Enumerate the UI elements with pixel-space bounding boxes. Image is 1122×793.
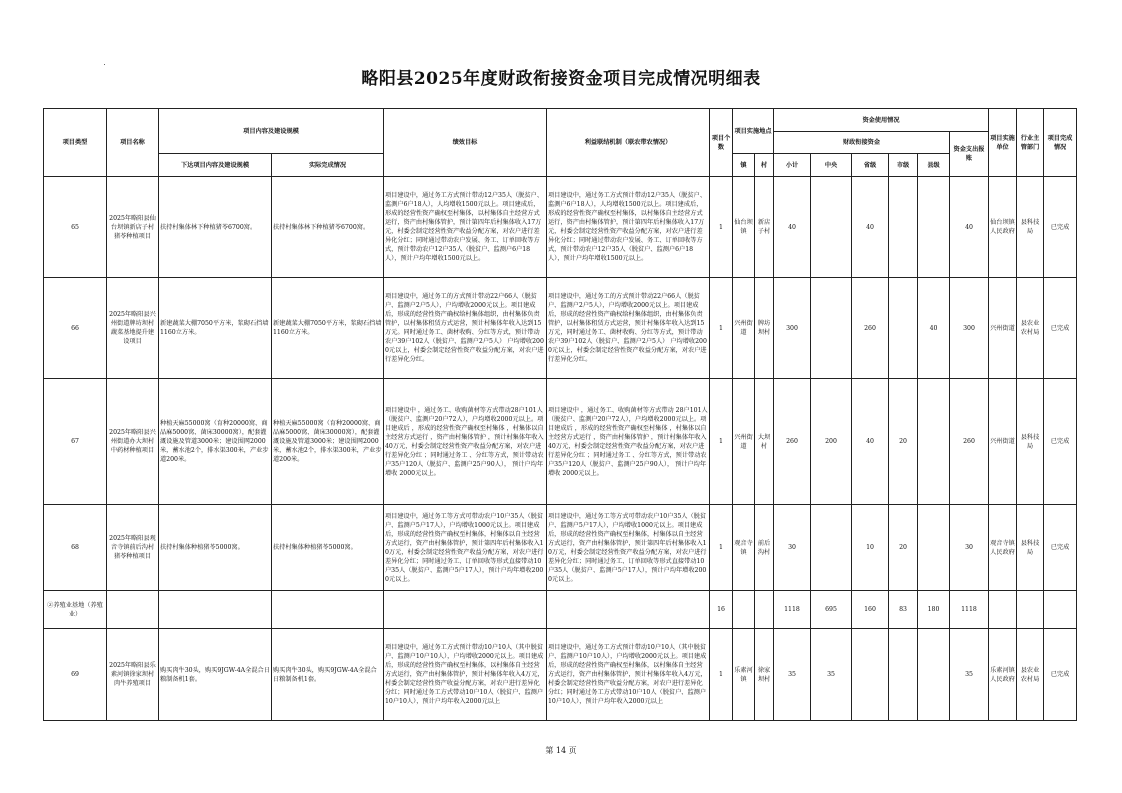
cell-town: 仙台坝镇 [733, 177, 755, 278]
cell-unit: 兴州街道 [989, 379, 1017, 505]
table-row [44, 177, 1077, 278]
cell-dept: 县科技局 [1017, 177, 1044, 278]
cell-reimbursed: 40 [950, 177, 989, 278]
cell-provincial [852, 629, 889, 721]
cell-subtotal: 300 [774, 278, 811, 379]
cell-type: 68 [44, 505, 107, 591]
cell-status: 已完成 [1044, 629, 1077, 721]
cell-reimbursed: 35 [950, 629, 989, 721]
cell-dept: 县科技局 [1017, 379, 1044, 505]
header-status: 项目完成情况 [1044, 109, 1077, 177]
project-table [43, 108, 1077, 721]
table-row [44, 629, 1077, 721]
cell-village: 牌坊坝村 [755, 278, 774, 379]
header-unit: 项目实施单位 [989, 109, 1017, 177]
cell-provincial: 10 [852, 505, 889, 591]
cell-type: 67 [44, 379, 107, 505]
cell-central: 200 [811, 379, 852, 505]
cell-city [889, 177, 918, 278]
cell-name: 2025年略阳县观音寺镇前后沟村猪苓种植项目 [107, 505, 159, 591]
cell-village: 前后沟村 [755, 505, 774, 591]
header-town: 镇 [733, 154, 755, 177]
header-type: 项目类型 [44, 109, 107, 177]
cell-town: 观音寺镇 [733, 505, 755, 591]
cell-status: 已完成 [1044, 177, 1077, 278]
page-number: 第 14 页 [545, 746, 577, 755]
cell-dept [1017, 591, 1044, 629]
cell-type: 69 [44, 629, 107, 721]
header-reimbursed: 资金支出报账 [950, 132, 989, 177]
cell-county [918, 505, 950, 591]
cell-central: 695 [811, 591, 852, 629]
cell-subtotal: 260 [774, 379, 811, 505]
cell-performance: 项目建设中，通过务工方式预计带动10户10人（其中脱贫户、监测户10户10人），户均增收2000元以上。项目建成后，形成的经营性资产确权至村集体，以村集体自主经营方式运行，资产由村集体管护，预计村集体年收入4万元，村委会制定经营性资产收益分配方案，对农户进行差异化分红；同时通过务工方式带动10户10人（脱贫户、监测户10户10人），预计户均年收入2000元以上 [384, 629, 547, 721]
cell-plan: 购买肉牛30头，购买9JGW-4A全混合日粮制备机1套。 [159, 629, 272, 721]
cell-performance: 项目建设中 ，通过务工、收购菌材等方式带动28户101人（脱贫户、监测户20户72人），户均增收2000元以上。项目建成后 ，形成的经营性资产确权至村集体 ，村集体以自主经营方式运行 ，资产由村集体管护 ，预计村集体年收入40万元，村委会制定经营性资产收益分配方案，对农户进行差异化分红 ；同时通过务工 、分红等方式，预计带动农户35户120人（脱贫户、监测户25户90人）， 预计户均年增收 2000元以上。 [384, 379, 547, 505]
header-village: 村 [755, 154, 774, 177]
cell-actual: 扶持村集体林下种植猪苓6700窝。 [272, 177, 384, 278]
cell-type: ②养殖业基地（养殖业） [44, 591, 107, 629]
cell-town: 兴州街道 [733, 278, 755, 379]
cell-performance [384, 591, 547, 629]
cell-subtotal: 1118 [774, 591, 811, 629]
cell-central [811, 177, 852, 278]
cell-benefit [547, 591, 710, 629]
cell-unit: 兴州街道 [989, 278, 1017, 379]
cell-plan: 种植天麻55000窝（育种20000窝、商品麻5000窝、菌床30000窝），配套灌溉设施及管道3000米；建设围网2000米，蓄水池2个，排水渠300米，产业步道200米。 [159, 379, 272, 505]
cell-village: 新店子村 [755, 177, 774, 278]
cell-city: 83 [889, 591, 918, 629]
cell-benefit: 项目建设中，通过务工等方式可带动农户10户35人（脱贫户、监测户5户17人），户均增收1000元以上。项目建成后，形成的经营性资产确权至村集体，村集体以自主经营方式运行，资产由村集体管护，预计第四年后村集体收入10万元，村委会制定经营性资产收益分配方案，对农户进行差异化分红；同时通过务工、订单回收等形式直接带动10户35人（脱贫户、监测户5户17人），预计户均年增收2000元以上。 [547, 505, 710, 591]
cell-city [889, 629, 918, 721]
cell-count: 1 [710, 177, 733, 278]
cell-benefit: 项目建设中，通过务工的方式预计带动22户66人（脱贫户、监测户2户5人），户均增收2000元以上。项目建成后，形成的经营性资产确权给村集体组织，由村集体负责管护，以村集体租赁方式运营，预计村集体年收入达到15万元，同时通过务工、菌材收购、分红等方式，预计带动农户39户102人（脱贫户、监测户2户5人） 户均增收2000元以上，村委会制定经营性资产收益分配方案，对农户进行差异化分红。 [547, 278, 710, 379]
cell-provincial: 40 [852, 177, 889, 278]
table-row [44, 591, 1077, 629]
cell-actual: 种植天麻55000窝（育种20000窝、商品麻5000窝、菌床30000窝），配套灌溉设施及管道3000米；建设围网2000米，蓄水池2个，排水渠300米，产业步道200米。 [272, 379, 384, 505]
cell-performance: 项目建设中，通过务工等方式可带动农户10户35人（脱贫户、监测户5户17人），户均增收1000元以上。项目建成后，形成的经营性资产确权至村集体，村集体以自主经营方式运行，资产由村集体管护，预计第四年后村集体收入10万元，村委会制定经营性资产收益分配方案，对农户进行差异化分红；同时通过务工、订单回收等形式直接带动10户35人（脱贫户、监测户5户17人），预计户均年增收2000元以上。 [384, 505, 547, 591]
cell-count: 16 [710, 591, 733, 629]
cell-village [755, 591, 774, 629]
cell-plan [159, 591, 272, 629]
header-city: 市级 [889, 154, 918, 177]
cell-type: 65 [44, 177, 107, 278]
header-subtotal: 小计 [774, 154, 811, 177]
header-name: 项目名称 [107, 109, 159, 177]
cell-unit: 观音寺镇人民政府 [989, 505, 1017, 591]
cell-central: 35 [811, 629, 852, 721]
cell-county [918, 629, 950, 721]
cell-county [918, 177, 950, 278]
table-row [44, 379, 1077, 505]
cell-actual: 扶持村集体种植猪苓5000窝。 [272, 505, 384, 591]
cell-village: 大坝村 [755, 379, 774, 505]
cell-reimbursed: 260 [950, 379, 989, 505]
cell-name: 2025年略阳县乐素河镇徐家坝村肉牛养殖项目 [107, 629, 159, 721]
cell-town: 兴州街道 [733, 379, 755, 505]
header-central: 中央 [811, 154, 852, 177]
cell-dept: 县科技局 [1017, 505, 1044, 591]
cell-dept: 县农业农村局 [1017, 629, 1044, 721]
cell-plan: 新建蔬菜大棚7050平方米，浆砌石挡墙1160立方米。 [159, 278, 272, 379]
cell-subtotal: 30 [774, 505, 811, 591]
cell-actual: 新建蔬菜大棚7050平方米，浆砌石挡墙1160立方米。 [272, 278, 384, 379]
cell-count: 1 [710, 278, 733, 379]
cell-count: 1 [710, 379, 733, 505]
cell-type: 66 [44, 278, 107, 379]
header-count: 项目个数 [710, 109, 733, 177]
cell-central [811, 505, 852, 591]
cell-count: 1 [710, 505, 733, 591]
cell-reimbursed: 30 [950, 505, 989, 591]
cell-benefit: 项目建设中，通过务工方式预计带动10户10人（其中脱贫户、监测户10户10人），户均增收2000元以上。项目建成后，形成的经营性资产确权至村集体，以村集体自主经营方式运行，资产由村集体管护，预计村集体年收入4万元，村委会制定经营性资产收益分配方案，对农户进行差异化分红；同时通过务工方式带动10户10人（脱贫户、监测户10户10人），预计户均年收入2000元以上 [547, 629, 710, 721]
cell-plan: 扶持村集体种植猪苓5000窝。 [159, 505, 272, 591]
cell-name: 2025年略阳县兴州街道牌坊坝村蔬菜基地提升建设项目 [107, 278, 159, 379]
cell-benefit: 项目建设中 ，通过务工、收购菌材等方式带动 28户101人（脱贫户、监测户20户72人），户均增收2000元以上。项目建成后 ，形成的经营性资产确权至村集体 ，村集体以自主经营方式运行 ，资产由村集体管护 ，预计村集体年收入40万元，村委会制定经营性资产收益分配方案，对农户进行差异化分红 ；同时通过务工 、分红等方式，预计带动农户35户120人（脱贫户、监测户25户90人）， 预计户均年增收 2000元以上。 [547, 379, 710, 505]
header-location: 项目实施地点 [733, 109, 774, 154]
cell-status: 已完成 [1044, 278, 1077, 379]
header-performance: 绩效目标 [384, 109, 547, 177]
cell-reimbursed: 1118 [950, 591, 989, 629]
cell-status: 已完成 [1044, 505, 1077, 591]
cell-village: 徐家坝村 [755, 629, 774, 721]
cell-town: 乐素河镇 [733, 629, 755, 721]
cell-city: 20 [889, 379, 918, 505]
table-row [44, 278, 1077, 379]
cell-status [1044, 591, 1077, 629]
table-header [44, 109, 1077, 177]
cell-name: 2025年略阳县仙台坝镇新店子村猪苓种植项目 [107, 177, 159, 278]
cell-unit: 乐素河镇人民政府 [989, 629, 1017, 721]
header-content-plan: 下达项目内容及建设规模 [159, 154, 272, 177]
cell-name: 2025年略阳县兴州街道办大坝村中药材种植项目 [107, 379, 159, 505]
table-row [44, 505, 1077, 591]
header-county: 县级 [918, 154, 950, 177]
page-title: 略阳县2025年度财政衔接资金项目完成情况明细表 [361, 69, 761, 89]
table-body [44, 177, 1077, 721]
header-provincial: 省级 [852, 154, 889, 177]
header-content-actual: 实际完成情况 [272, 154, 384, 177]
header-fiscal-funds: 财政衔接资金 [774, 132, 950, 154]
cell-plan: 扶持村集体林下种植猪苓6700窝。 [159, 177, 272, 278]
cell-status: 已完成 [1044, 379, 1077, 505]
header-dept: 行业主管部门 [1017, 109, 1044, 177]
cell-performance: 项目建设中，通过务工的方式预计带动22户66人（脱贫户、监测户2户5人），户均增收2000元以上。项目建成后，形成的经营性资产确权给村集体组织，由村集体负责管护，以村集体租赁方式运营，预计村集体年收入达到15万元。同时通过务工、菌材收购、分红等方式，预计带动农户39户102人（脱贫户、监测户2户5人） 户均增收2000元以上，村委会制定经营性资产收益分配方案，对农户进行差异化分红。 [384, 278, 547, 379]
cell-subtotal: 35 [774, 629, 811, 721]
cell-county [918, 379, 950, 505]
cell-county: 180 [918, 591, 950, 629]
cell-unit: 仙台坝镇人民政府 [989, 177, 1017, 278]
cell-provincial: 260 [852, 278, 889, 379]
cell-city: 20 [889, 505, 918, 591]
cell-town [733, 591, 755, 629]
cell-benefit: 项目建设中，通过务工方式预计带动12户35人（脱贫户、监测户6户18人），人均增收1500元以上。项目建成后，形成的经营性资产确权至村集体，以村集体自主经营方式运行，资产由村集体管护，预计第四年后村集体收入17万元，村委会制定经营性资产收益分配方案，对农户进行差异化分红；同时通过带动农户发展、务工、订单回收等方式，预计带动农户12户35人（脱贫户、监测户6户18人），预计户均年增收1500元以上。 [547, 177, 710, 278]
header-content: 项目内容及建设规模 [159, 109, 384, 154]
cell-actual: 购买肉牛30头，购买9JGW-4A全混合日粮制备机1套。 [272, 629, 384, 721]
cell-reimbursed: 300 [950, 278, 989, 379]
cell-provincial: 40 [852, 379, 889, 505]
cell-count: 1 [710, 629, 733, 721]
cell-performance: 项目建设中，通过务工方式预计带动12户35人（脱贫户、监测户6户18人），人均增收1500元以上。项目建成后，形成的经营性资产确权至村集体，以村集体自主经营方式运行，资产由村集体管护，预计第四年后村集体收入17万元，村委会制定经营性资产收益分配方案，对农户进行差异化分红；同时通过带动农户发展、务工、订单回收等方式，预计带动农户12户35人（脱贫户、监测户6户18人），预计户均年增收1500元以上。 [384, 177, 547, 278]
cell-unit [989, 591, 1017, 629]
cell-city [889, 278, 918, 379]
cell-actual [272, 591, 384, 629]
cell-subtotal: 40 [774, 177, 811, 278]
cell-provincial: 160 [852, 591, 889, 629]
cell-county: 40 [918, 278, 950, 379]
cell-central [811, 278, 852, 379]
header-benefit: 利益联结机制（联农带农情况） [547, 109, 710, 177]
header-funds-usage: 资金使用情况 [774, 109, 989, 132]
cell-name [107, 591, 159, 629]
cell-dept: 县农业农村局 [1017, 278, 1044, 379]
